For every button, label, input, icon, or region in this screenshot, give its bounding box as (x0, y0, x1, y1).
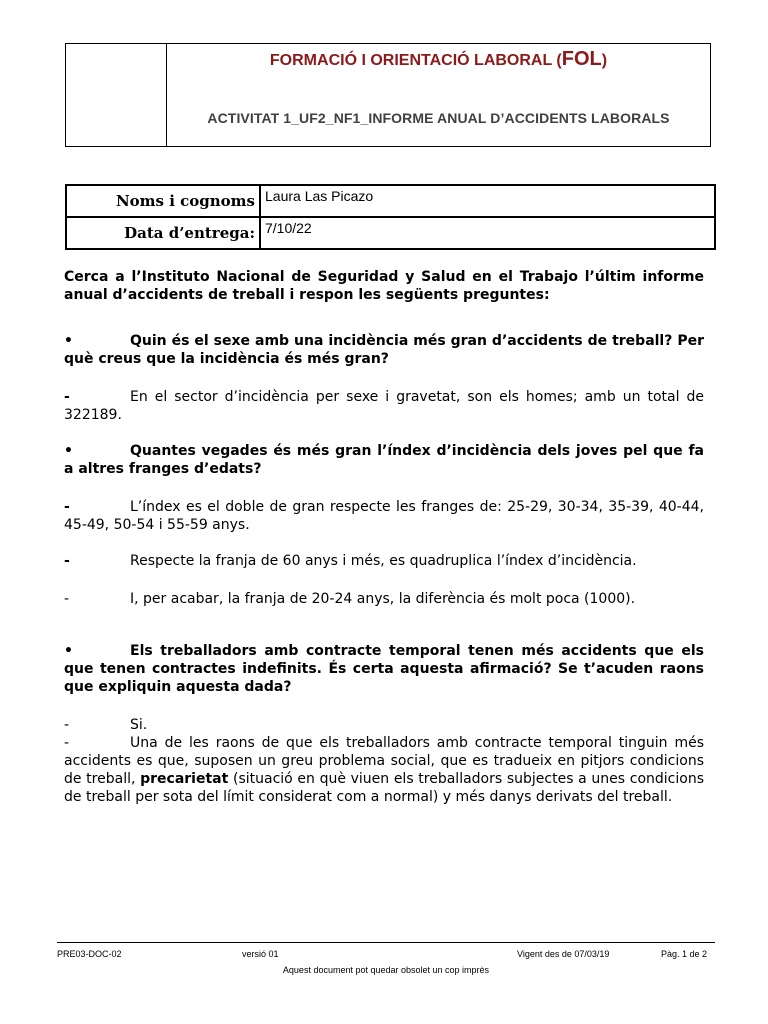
document-title (167, 48, 710, 71)
answer-3-2-text-after: (situació en què viuen els treballadors subjectes a unes condicions de treball per sota del límit considerat com a normal) y més danys derivats del treball. (64, 771, 704, 805)
date-row (66, 217, 715, 249)
answer-2-1-text: L’índex es el doble de gran respecte les franges de: 25-29, 30-34, 35-39, 40-44, 45-49, 50-54 i 55-59 anys. (64, 499, 704, 533)
bullet-icon: • (64, 643, 73, 659)
footer-valid: Vigent des de 07/03/19 (517, 949, 610, 959)
answer-2-3-text: I, per acabar, la franja de 20-24 anys, la diferència és molt poca (1000). (130, 591, 636, 607)
answer-3-1-text: Si. (130, 717, 148, 733)
intro-paragraph: Cerca a l’Instituto Nacional de Seguridad y Salud en el Trabajo l’últim informe anual d’accidents de treball i respon les següents preguntes: (64, 269, 704, 303)
question-2 (64, 442, 704, 478)
answer-1-1 (64, 388, 704, 424)
title-abbr: FOL (561, 48, 602, 70)
name-row (66, 185, 715, 217)
dash-icon: - (64, 591, 70, 607)
student-info-table (65, 184, 716, 250)
page-footer (57, 942, 715, 975)
title-prefix: FORMACIÓ I ORIENTACIÓ LABORAL ( (269, 52, 562, 69)
bullet-icon: • (64, 443, 73, 459)
date-label: Data d’entrega: (66, 217, 260, 249)
answer-3-2-bold-word: precarietat (140, 771, 229, 787)
name-value: Laura Las Picazo (260, 185, 715, 217)
question-1-text: Quin és el sexe amb una incidència més gran d’accidents de treball? Per què creus que la incidència és més gran? (64, 333, 704, 367)
question-2-text: Quantes vegades és més gran l’índex d’incidència dels joves pel que fa a altres franges d’edats? (64, 443, 704, 477)
dash-icon: - (64, 553, 70, 569)
answer-2-1 (64, 498, 704, 534)
header-text-cell (167, 44, 710, 146)
date-value: 7/10/22 (260, 217, 715, 249)
answer-2-2 (64, 552, 704, 570)
title-suffix: ) (601, 52, 608, 69)
document-subtitle: ACTIVITAT 1_UF2_NF1_INFORME ANUAL D’ACCIDENTS LABORALS (207, 110, 670, 126)
footer-code: PRE03-DOC-02 (57, 949, 122, 959)
answer-1-1-text: En el sector d’incidència per sexe i gravetat, son els homes; amb un total de 322189. (64, 389, 704, 423)
logo-cell (66, 44, 167, 146)
footer-page: Pàg. 1 de 2 (660, 949, 707, 959)
answer-3-1 (64, 716, 704, 734)
dash-icon: - (64, 717, 70, 733)
dash-icon: - (64, 389, 70, 405)
question-3-text: Els treballadors amb contracte temporal tenen més accidents que els que tenen contractes indefinits. És certa aquesta afirmació? Se t’acuden raons que expliquin aquesta dada? (64, 643, 704, 695)
question-1 (64, 332, 704, 368)
bullet-icon: • (64, 333, 73, 349)
answer-2-2-text: Respecte la franja de 60 anys i més, es quadruplica l’índex d’incidència. (130, 553, 637, 569)
answer-2-3 (64, 590, 704, 608)
dash-icon: - (64, 499, 70, 515)
answer-3-2-text-before: Una de les raons de que els treballadors amb contracte temporal tinguin més accidents es que, suposen un greu problema social, que es tradueix en pitjors condicions de treball, (64, 735, 704, 787)
answer-3-2 (64, 734, 704, 806)
dash-icon: - (64, 735, 70, 751)
question-3 (64, 642, 704, 696)
name-label: Noms i cognoms (66, 185, 260, 217)
document-header (65, 43, 711, 147)
footer-version: versió 01 (242, 949, 279, 959)
footer-note: Aquest document pot quedar obsolet un cop imprès (282, 965, 490, 975)
